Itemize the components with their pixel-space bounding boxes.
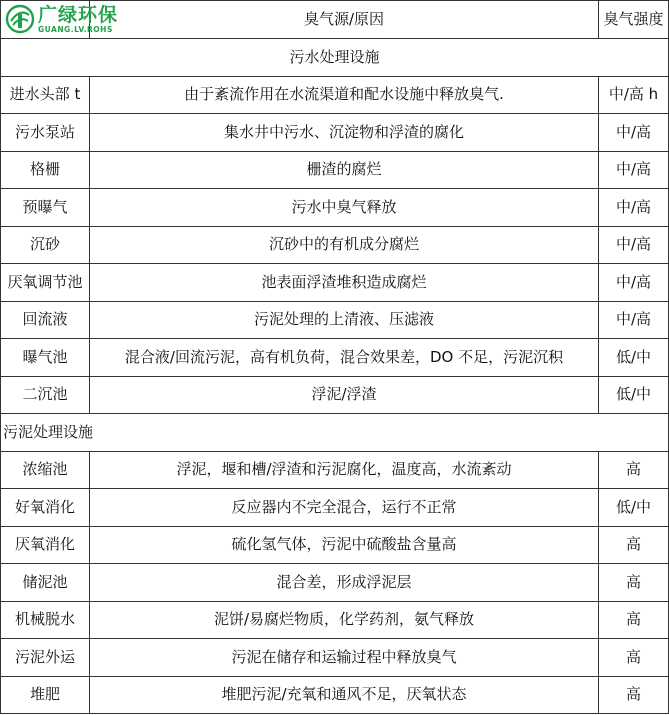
row-source: 污水泵站 <box>1 114 90 152</box>
row-cause: 集水井中污水、沉淀物和浮渣的腐化 <box>90 114 599 152</box>
row-source: 进水头部 t <box>1 76 90 114</box>
row-cause: 栅渣的腐烂 <box>90 151 599 189</box>
row-level: 中/高 <box>599 114 669 152</box>
section-row-sludge <box>1 414 669 452</box>
table-row <box>1 564 669 602</box>
brand-name-en: GUANG.LV.ROHS <box>38 24 113 34</box>
table-row <box>1 376 669 414</box>
row-source: 厌氧调节池 <box>1 264 90 302</box>
table-row <box>1 264 669 302</box>
header-cause: 臭气源/原因 <box>90 1 599 39</box>
row-cause: 沉砂中的有机成分腐烂 <box>90 226 599 264</box>
row-source: 储泥池 <box>1 564 90 602</box>
brand-name-cn: 广绿环保 <box>38 3 119 26</box>
table-row <box>1 339 669 377</box>
table-header-row <box>1 1 669 39</box>
row-level: 中/高 h <box>599 76 669 114</box>
row-source: 堆肥 <box>1 676 90 714</box>
row-level: 高 <box>599 451 669 489</box>
row-level: 中/高 <box>599 264 669 302</box>
row-source: 机械脱水 <box>1 601 90 639</box>
table-row <box>1 189 669 227</box>
row-cause: 硫化氢气体，污泥中硫酸盐含量高 <box>90 526 599 564</box>
row-cause: 混合差，形成浮泥层 <box>90 564 599 602</box>
table-row <box>1 601 669 639</box>
row-cause: 由于紊流作用在水流渠道和配水设施中释放臭气. <box>90 76 599 114</box>
row-cause: 池表面浮渣堆积造成腐烂 <box>90 264 599 302</box>
row-source: 格栅 <box>1 151 90 189</box>
leaf-globe-icon <box>5 4 35 34</box>
table-row <box>1 301 669 339</box>
section-title: 污泥处理设施 <box>1 414 669 452</box>
row-source: 二沉池 <box>1 376 90 414</box>
section-row-sewage <box>1 39 669 77</box>
table-row <box>1 676 669 714</box>
brand-logo <box>5 4 118 34</box>
row-cause: 泥饼/易腐烂物质，化学药剂，氨气释放 <box>90 601 599 639</box>
table-row <box>1 526 669 564</box>
row-level: 低/中 <box>599 339 669 377</box>
row-cause: 堆肥污泥/充氧和通风不足，厌氧状态 <box>90 676 599 714</box>
row-level: 高 <box>599 601 669 639</box>
row-level: 高 <box>599 564 669 602</box>
row-level: 中/高 <box>599 226 669 264</box>
header-level: 臭气强度 <box>599 1 669 39</box>
row-level: 高 <box>599 676 669 714</box>
row-source: 预曝气 <box>1 189 90 227</box>
table-row <box>1 451 669 489</box>
table-row <box>1 489 669 527</box>
row-source: 曝气池 <box>1 339 90 377</box>
section-title: 污水处理设施 <box>1 39 669 77</box>
row-cause: 浮泥，堰和槽/浮渣和污泥腐化，温度高，水流紊动 <box>90 451 599 489</box>
row-cause: 反应器内不完全混合，运行不正常 <box>90 489 599 527</box>
row-level: 中/高 <box>599 189 669 227</box>
table-row <box>1 151 669 189</box>
table-row <box>1 76 669 114</box>
table-row <box>1 226 669 264</box>
row-source: 污泥外运 <box>1 639 90 677</box>
row-source: 好氧消化 <box>1 489 90 527</box>
row-cause: 污泥在储存和运输过程中释放臭气 <box>90 639 599 677</box>
row-cause: 浮泥/浮渣 <box>90 376 599 414</box>
row-level: 高 <box>599 526 669 564</box>
row-level: 中/高 <box>599 301 669 339</box>
table-row <box>1 114 669 152</box>
row-source: 厌氧消化 <box>1 526 90 564</box>
header-source-cell <box>1 1 119 39</box>
row-source: 回流液 <box>1 301 90 339</box>
row-source: 沉砂 <box>1 226 90 264</box>
row-level: 低/中 <box>599 376 669 414</box>
row-level: 低/中 <box>599 489 669 527</box>
row-source: 浓缩池 <box>1 451 90 489</box>
row-cause: 污水中臭气释放 <box>90 189 599 227</box>
row-level: 高 <box>599 639 669 677</box>
row-cause: 污泥处理的上清液、压滤液 <box>90 301 599 339</box>
table-row <box>1 639 669 677</box>
row-level: 中/高 <box>599 151 669 189</box>
row-cause: 混合液/回流污泥，高有机负荷，混合效果差，DO 不足，污泥沉积 <box>90 339 599 377</box>
